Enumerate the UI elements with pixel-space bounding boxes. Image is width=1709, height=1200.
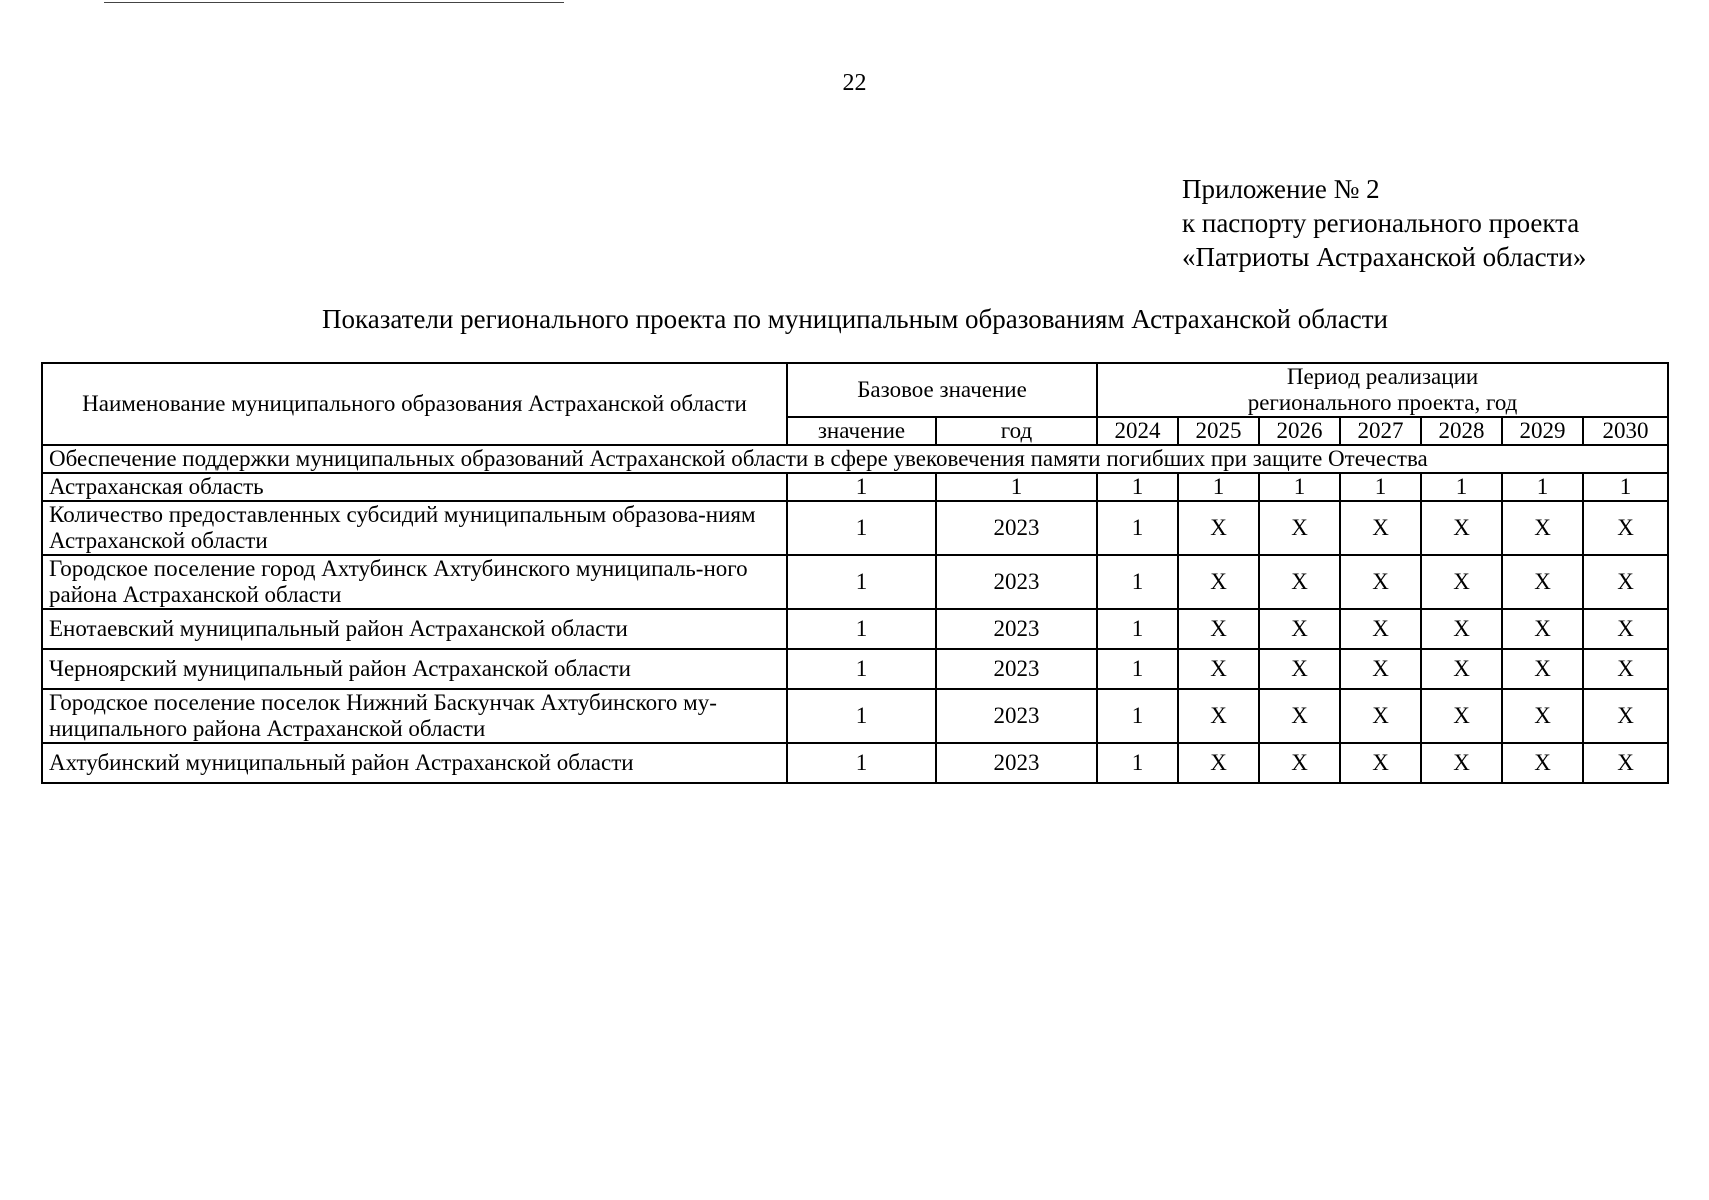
header-value: значение — [787, 417, 936, 445]
row-cell-2028: X — [1421, 555, 1502, 609]
appendix-note — [1182, 172, 1586, 274]
row-cell-2029: X — [1502, 649, 1583, 689]
table-row — [42, 555, 1668, 609]
row-cell-2024: 1 — [1097, 555, 1178, 609]
section-row — [42, 445, 1668, 473]
row-cell-2025: X — [1178, 743, 1259, 783]
row-base-value: 1 — [787, 609, 936, 649]
row-cell-2025: X — [1178, 555, 1259, 609]
header-row-main — [42, 363, 1668, 417]
row-cell-2030: 1 — [1583, 473, 1668, 501]
header-name: Наименование муниципального образования Астраханской области — [42, 363, 787, 445]
header-year-2025: 2025 — [1178, 417, 1259, 445]
row-cell-2029: X — [1502, 743, 1583, 783]
row-base-value: 1 — [787, 689, 936, 743]
table-row — [42, 473, 1668, 501]
row-cell-2029: X — [1502, 609, 1583, 649]
row-name: Количество предоставленных субсидий муниципальным образова-ниям Астраханской области — [42, 501, 787, 555]
table-row — [42, 743, 1668, 783]
top-rule — [104, 2, 564, 3]
row-cell-2030: X — [1583, 689, 1668, 743]
row-cell-2026: X — [1259, 501, 1340, 555]
row-cell-2028: 1 — [1421, 473, 1502, 501]
row-base-year: 2023 — [936, 555, 1097, 609]
row-cell-2025: X — [1178, 501, 1259, 555]
row-cell-2028: X — [1421, 743, 1502, 783]
row-cell-2024: 1 — [1097, 649, 1178, 689]
row-cell-2024: 1 — [1097, 689, 1178, 743]
appendix-line-2: к паспорту регионального проекта — [1182, 208, 1580, 238]
row-base-year: 1 — [936, 473, 1097, 501]
row-cell-2028: X — [1421, 609, 1502, 649]
header-period-line-2: регионального проекта, год — [1247, 390, 1518, 415]
table-row — [42, 689, 1668, 743]
row-base-year: 2023 — [936, 609, 1097, 649]
header-year-2030: 2030 — [1583, 417, 1668, 445]
header-base-value: Базовое значение — [787, 363, 1097, 417]
row-cell-2024: 1 — [1097, 501, 1178, 555]
row-cell-2027: X — [1340, 743, 1421, 783]
row-cell-2030: X — [1583, 555, 1668, 609]
row-cell-2026: X — [1259, 609, 1340, 649]
row-cell-2030: X — [1583, 501, 1668, 555]
row-cell-2026: X — [1259, 743, 1340, 783]
row-name: Городское поселение поселок Нижний Баскунчак Ахтубинского му-ниципального района Астраханской области — [42, 689, 787, 743]
row-name: Енотаевский муниципальный район Астраханской области — [42, 609, 787, 649]
row-cell-2027: X — [1340, 689, 1421, 743]
row-cell-2027: X — [1340, 501, 1421, 555]
row-base-year: 2023 — [936, 689, 1097, 743]
section-title: Обеспечение поддержки муниципальных образований Астраханской области в сфере увековечения памяти погибших при защите Отечества — [42, 445, 1668, 473]
row-base-value: 1 — [787, 473, 936, 501]
row-base-year: 2023 — [936, 501, 1097, 555]
table-row — [42, 501, 1668, 555]
row-cell-2029: X — [1502, 689, 1583, 743]
row-name: Городское поселение город Ахтубинск Ахтубинского муниципаль-ного района Астраханской области — [42, 555, 787, 609]
appendix-line-3: «Патриоты Астраханской области» — [1182, 242, 1587, 272]
row-cell-2027: X — [1340, 609, 1421, 649]
row-cell-2025: X — [1178, 649, 1259, 689]
header-year-2024: 2024 — [1097, 417, 1178, 445]
row-cell-2029: 1 — [1502, 473, 1583, 501]
row-cell-2026: X — [1259, 649, 1340, 689]
row-cell-2028: X — [1421, 501, 1502, 555]
header-year-2026: 2026 — [1259, 417, 1340, 445]
row-base-value: 1 — [787, 501, 936, 555]
indicators-table — [41, 362, 1669, 784]
row-base-year: 2023 — [936, 649, 1097, 689]
row-cell-2025: 1 — [1178, 473, 1259, 501]
row-name: Астраханская область — [42, 473, 787, 501]
row-cell-2025: X — [1178, 609, 1259, 649]
header-period-line-1: Период реализации — [1286, 364, 1479, 389]
header-year-2028: 2028 — [1421, 417, 1502, 445]
row-cell-2030: X — [1583, 649, 1668, 689]
document-title: Показатели регионального проекта по муниципальным образованиям Астраханской области — [322, 304, 1388, 334]
table-row — [42, 609, 1668, 649]
row-cell-2024: 1 — [1097, 473, 1178, 501]
row-base-value: 1 — [787, 555, 936, 609]
row-cell-2030: X — [1583, 609, 1668, 649]
row-cell-2027: 1 — [1340, 473, 1421, 501]
row-cell-2027: X — [1340, 555, 1421, 609]
row-base-year: 2023 — [936, 743, 1097, 783]
row-cell-2026: X — [1259, 555, 1340, 609]
header-year: год — [936, 417, 1097, 445]
header-period — [1097, 363, 1668, 417]
row-cell-2028: X — [1421, 689, 1502, 743]
row-name: Черноярский муниципальный район Астраханской области — [42, 649, 787, 689]
header-year-2027: 2027 — [1340, 417, 1421, 445]
row-base-value: 1 — [787, 649, 936, 689]
row-cell-2027: X — [1340, 649, 1421, 689]
row-base-value: 1 — [787, 743, 936, 783]
appendix-line-1: Приложение № 2 — [1182, 174, 1380, 204]
page-number: 22 — [842, 70, 867, 96]
header-year-2029: 2029 — [1502, 417, 1583, 445]
row-cell-2024: 1 — [1097, 743, 1178, 783]
table-row — [42, 649, 1668, 689]
row-cell-2025: X — [1178, 689, 1259, 743]
row-cell-2028: X — [1421, 649, 1502, 689]
row-cell-2026: X — [1259, 689, 1340, 743]
row-name: Ахтубинский муниципальный район Астраханской области — [42, 743, 787, 783]
row-cell-2024: 1 — [1097, 609, 1178, 649]
row-cell-2029: X — [1502, 555, 1583, 609]
row-cell-2029: X — [1502, 501, 1583, 555]
row-cell-2026: 1 — [1259, 473, 1340, 501]
row-cell-2030: X — [1583, 743, 1668, 783]
